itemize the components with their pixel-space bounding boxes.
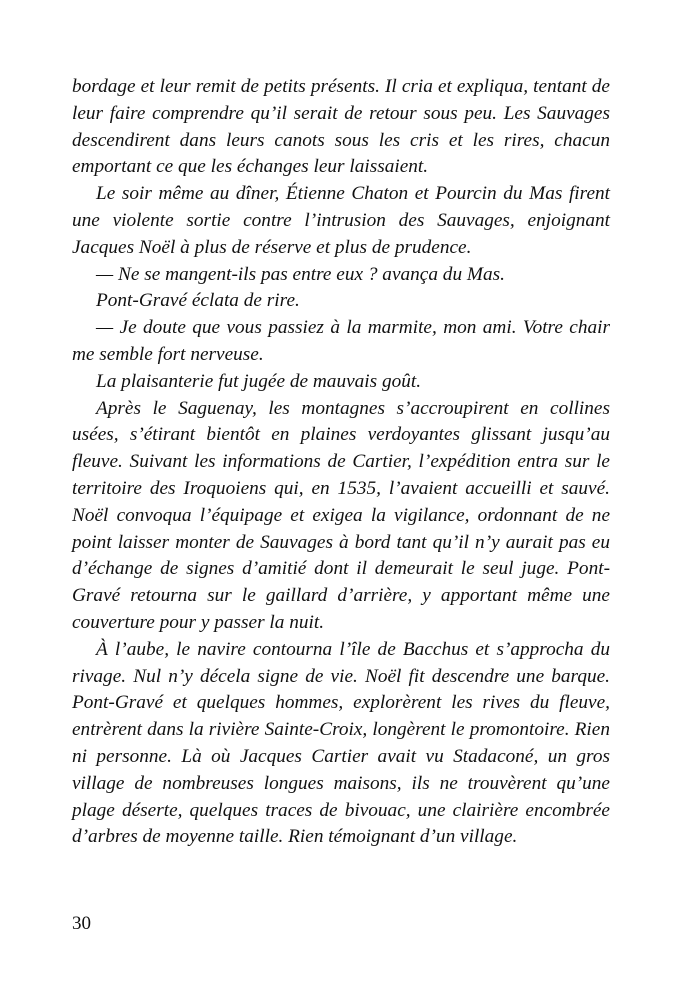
dialogue-line: — Ne se mangent-ils pas entre eux ? avança du Mas. [96, 263, 505, 285]
paragraph: À l’aube, le navire contourna l’île de Bacchus et s’approcha du rivage. Nul n’y décela signe de vie. Noël fit descendre une barque. Pont-Gravé et quelques hommes, explorèrent les rives du fleuve, entrèrent dans la rivière Sainte-Croix, longèrent le promontoire. Rien ni personne. Là où Jacques Cartier avait vu Stadaconé, un gros village de nombreuses longues maisons, ils ne trouvèrent qu’une plage déserte, quelques traces de bivouac, une clairière encombrée d’arbres de moyenne taille. Rien témoignant d’un village. [72, 638, 610, 848]
paragraph: Après le Saguenay, les montagnes s’accroupirent en collines usées, s’étirant bientôt en plaines verdoyantes glissant jusqu’au fleuve. Suivant les informations de Cartier, l’expédition entra sur le territoire des Iroquoiens qui, en 1535, l’avaient accueilli et sauvé. Noël convoqua l’équipage et exigea la vigilance, ordonnant de ne point laisser monter de Sauvages à bord tant qu’il n’y aurait pas eu d’échange de signes d’amitié dont il demeurait le seul juge. Pont-Gravé retourna sur le gaillard d’arrière, y apportant même une couverture pour y passer la nuit. [72, 397, 610, 633]
dialogue-line: — Je doute que vous passiez à la marmite, mon ami. Votre chair me semble fort nerveuse. [72, 317, 610, 365]
paragraph: Pont-Gravé éclata de rire. [96, 290, 300, 312]
paragraph: Le soir même au dîner, Étienne Chaton et Pourcin du Mas firent une violente sortie contre l’intrusion des Sauvages, enjoignant Jacques Noël à plus de réserve et plus de prudence. [72, 183, 610, 258]
body-text [72, 74, 610, 851]
paragraph: bordage et leur remit de petits présents. Il cria et expliqua, tentant de leur faire comprendre qu’il serait de retour sous peu. Les Sauvages descendirent dans leurs canots sous les cris et les rires, chacun emportant ce que les échanges leur laissaient. [72, 76, 610, 178]
paragraph: La plaisanterie fut jugée de mauvais goût. [96, 370, 422, 392]
page-number: 30 [72, 913, 91, 934]
